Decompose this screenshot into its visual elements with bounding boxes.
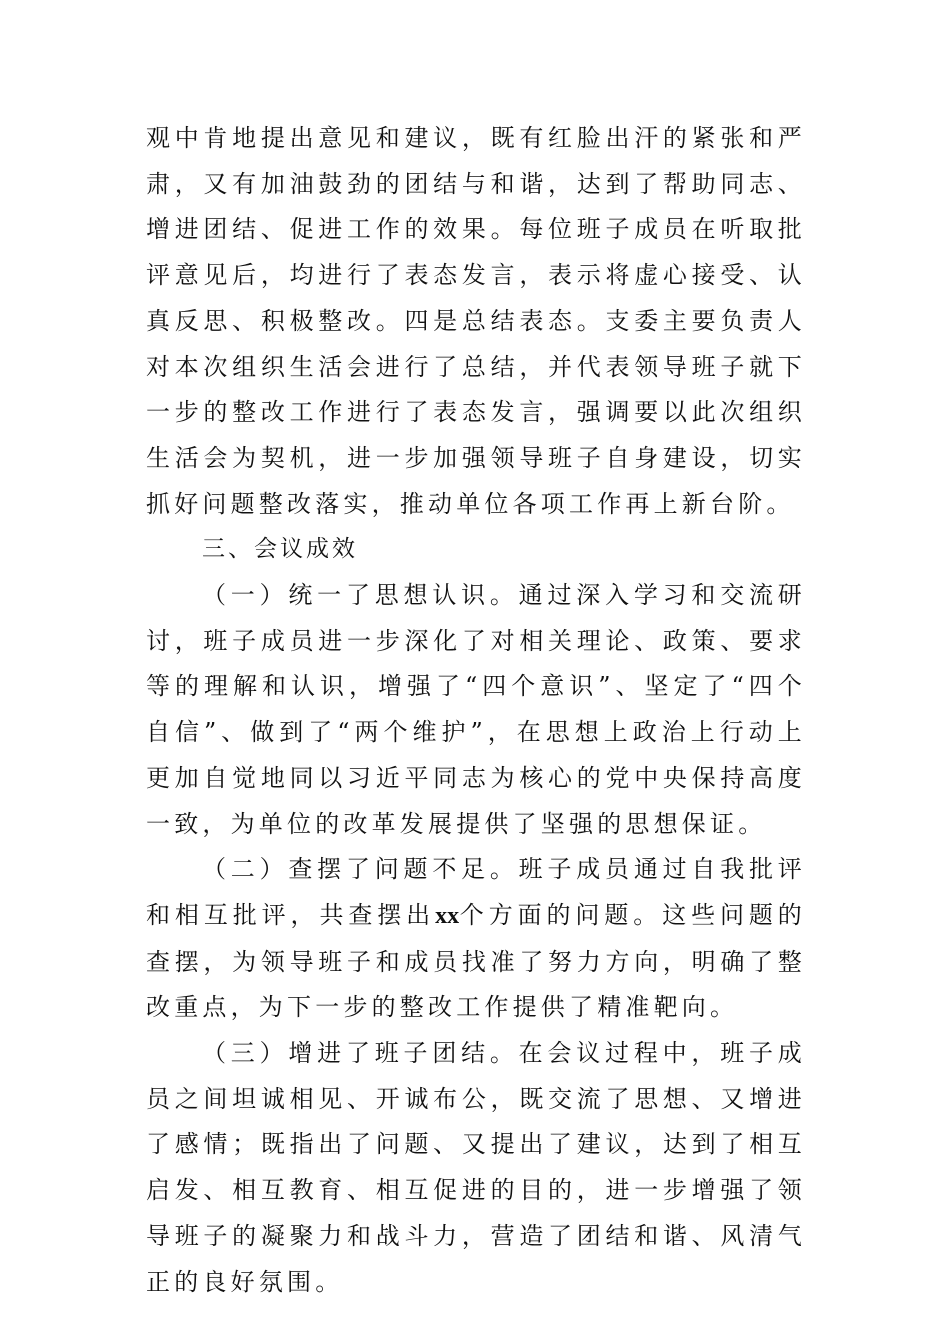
- paragraph-problems-found: [146, 847, 806, 1031]
- paragraph-problems-found-text-a: （二）查摆了问题不足。班子成员通过自我批评和相互批评，共查摆出: [146, 855, 806, 929]
- paragraph-problems-found-text-b: 个方面的问题。这些问题的查摆，为领导班子和成员找准了努力方向，明确了整改重点，为下一步的整改工作提供了精准靶向。: [146, 900, 806, 1022]
- document-body: [146, 116, 806, 1305]
- placeholder-count: xx: [435, 902, 460, 929]
- paragraph-unified-thinking: （一）统一了思想认识。通过深入学习和交流研讨，班子成员进一步深化了对相关理论、政策、要求等的理解和认识，增强了“四个意识”、坚定了“四个自信”、做到了“两个维护”，在思想上政治上行动上更加自觉地同以习近平同志为核心的党中央保持高度一致，为单位的改革发展提供了坚强的思想保证。: [146, 581, 806, 838]
- section-heading-3: 三、会议成效: [202, 536, 358, 563]
- paragraph-team-unity: （三）增进了班子团结。在会议过程中，班子成员之间坦诚相见、开诚布公，既交流了思想、又增进了感情；既指出了问题、又提出了建议，达到了相互启发、相互教育、相互促进的目的，进一步增强了领导班子的凝聚力和战斗力，营造了团结和谐、风清气正的良好氛围。: [146, 1039, 806, 1296]
- paragraph-continuation: 观中肯地提出意见和建议，既有红脸出汗的紧张和严肃，又有加油鼓劲的团结与和谐，达到了帮助同志、增进团结、促进工作的效果。每位班子成员在听取批评意见后，均进行了表态发言，表示将虚心接受、认真反思、积极整改。四是总结表态。支委主要负责人对本次组织生活会进行了总结，并代表领导班子就下一步的整改工作进行了表态发言，强调要以此次组织生活会为契机，进一步加强领导班子自身建设，切实抓好问题整改落实，推动单位各项工作再上新台阶。: [146, 124, 806, 518]
